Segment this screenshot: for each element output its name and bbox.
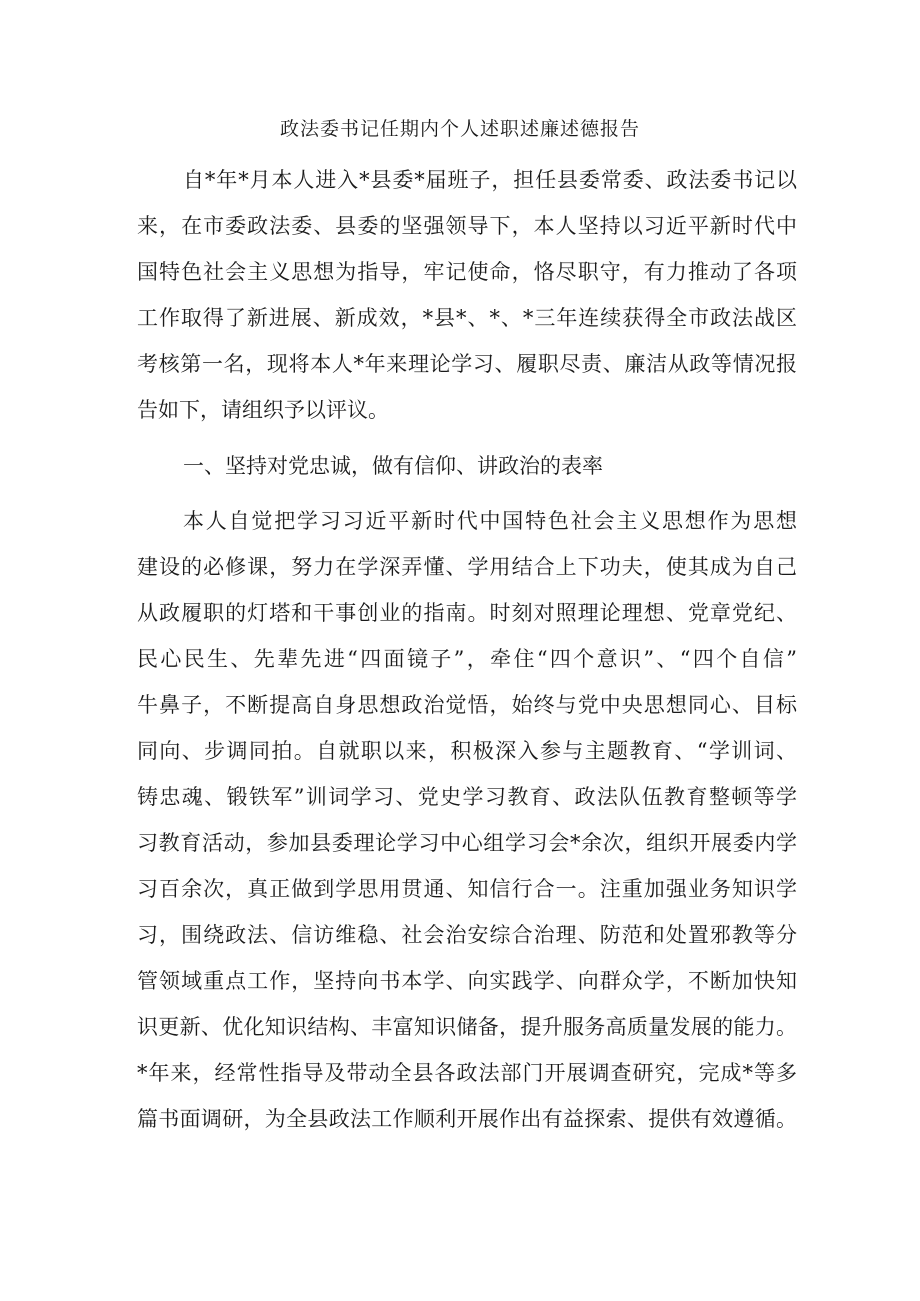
intro-line: 告如下，请组织予以评议。: [137, 398, 389, 422]
body-line: 从政履职的灯塔和干事创业的指南。时刻对照理论理想、党章党纪、: [137, 601, 797, 625]
body-line: 铸忠魂、锻铁军”训词学习、党史学习教育、政法队伍教育整顿等学: [137, 785, 797, 809]
section-heading: 一、坚持对党忠诚，做有信仰、讲政治的表率: [183, 454, 603, 478]
intro-line: 来，在市委政法委、县委的坚强领导下，本人坚持以习近平新时代中: [137, 214, 797, 238]
body-line: 习，围绕政法、信访维稳、社会治安综合治理、防范和处置邪教等分: [137, 923, 797, 947]
body-line: *年来，经常性指导及带动全县各政法部门开展调查研究，完成*等多: [137, 1061, 797, 1085]
intro-line: 自*年*月本人进入*县委*届班子，担任县委常委、政法委书记以: [183, 168, 797, 192]
body-line: 建设的必修课，努力在学深弄懂、学用结合上下功夫，使其成为自己: [137, 555, 797, 579]
intro-line: 考核第一名，现将本人*年来理论学习、履职尽责、廉洁从政等情况报: [137, 352, 797, 376]
body-line: 牛鼻子，不断提高自身思想政治觉悟，始终与党中央思想同心、目标: [137, 693, 797, 717]
body-line: 同向、步调同拍。自就职以来，积极深入参与主题教育、“学训词、: [137, 739, 797, 763]
body-line: 识更新、优化知识结构、丰富知识储备，提升服务高质量发展的能力。: [137, 1015, 797, 1039]
body-line: 篇书面调研，为全县政法工作顺利开展作出有益探索、提供有效遵循。: [137, 1107, 797, 1131]
intro-line: 国特色社会主义思想为指导，牢记使命，恪尽职守，有力推动了各项: [137, 260, 797, 284]
document-title: 政法委书记任期内个人述职述廉述德报告: [279, 118, 640, 140]
body-line: 民心民生、先辈先进“四面镜子”，牵住“四个意识”、“四个自信”: [137, 647, 797, 671]
intro-line: 工作取得了新进展、新成效，*县*、*、*三年连续获得全市政法战区: [137, 306, 797, 330]
body-line: 本人自觉把学习习近平新时代中国特色社会主义思想作为思想: [183, 509, 797, 533]
body-line: 习教育活动，参加县委理论学习中心组学习会*余次，组织开展委内学: [137, 831, 797, 855]
body-line: 管领域重点工作，坚持向书本学、向实践学、向群众学，不断加快知: [137, 969, 797, 993]
body-line: 习百余次，真正做到学思用贯通、知信行合一。注重加强业务知识学: [137, 877, 797, 901]
